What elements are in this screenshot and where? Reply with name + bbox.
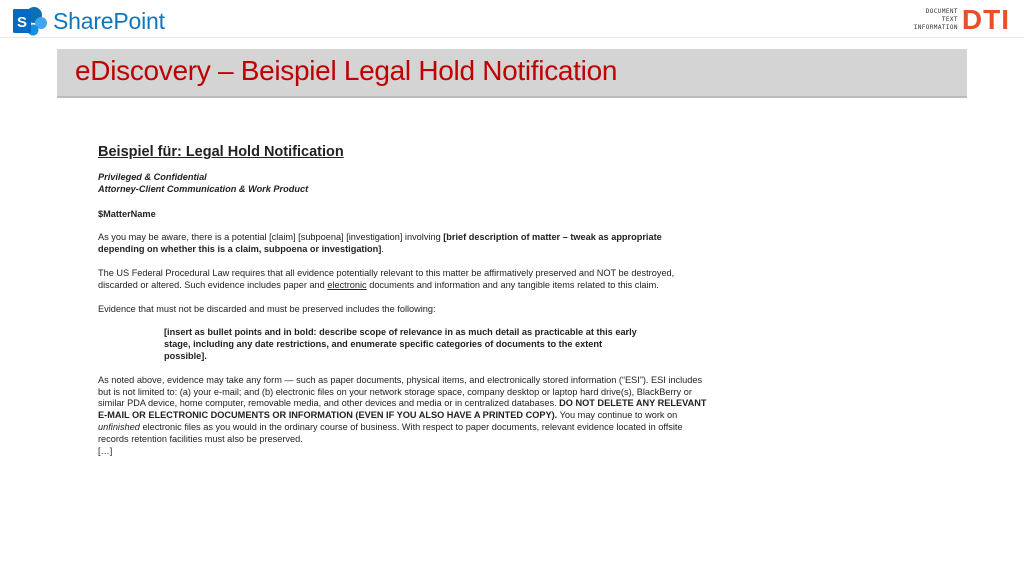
document-heading: Beispiel für: Legal Hold Notification [98, 144, 344, 160]
dti-word-text: TEXT [941, 16, 958, 23]
para4-a: As noted above, evidence may take any form — such as paper documents, physical items, and electronically stored information (“ESI”). ESI includes but is not limited to: (a) your e-mail; and (b) electronic files on your network storage space, company desktop or laptop hard drive(s), BlackBerry or similar PDA device, home computer, removable media, and other devices and media or in centralized databases. [98, 374, 703, 409]
dti-word-information: INFORMATION [913, 24, 958, 31]
dti-word-document: DOCUMENT [925, 8, 958, 15]
paragraph-evidence: Evidence that must not be discarded and must be preserved includes the following: [98, 303, 436, 314]
para1-text: As you may be aware, there is a potential [claim] [subpoena] [investigation] involving [98, 232, 444, 243]
slide-title: eDiscovery – Beispiel Legal Hold Notification [75, 55, 618, 86]
para1-end: . [381, 244, 384, 255]
para4-italic: unfinished [98, 421, 140, 432]
paragraph-esi [98, 375, 708, 458]
matter-name: $MatterName [98, 208, 156, 219]
legal-hold-document [98, 142, 708, 457]
para4-bold: DO NOT DELETE ANY RELEVANT E-MAIL OR ELECTRONIC DOCUMENTS OR INFORMATION (EVEN IF YOU ALSO HAVE A PRINTED COPY). [98, 398, 707, 421]
para4-b: You may continue to work on [557, 410, 678, 421]
sharepoint-icon [13, 6, 47, 36]
para2-a: The US Federal Procedural Law requires that all evidence potentially relevant to this matter be affirmatively preserved and NOT be destroyed, discarded or altered. Such evidence includes paper and [98, 267, 675, 290]
dti-words [914, 8, 958, 32]
privileged-line-1: Privileged & Confidential [98, 172, 207, 182]
dti-mark: DTI [961, 4, 1010, 35]
privileged-line-2: Attorney-Client Communication & Work Product [98, 183, 309, 194]
dti-logo [914, 6, 1010, 34]
paragraph-potential-claim [98, 232, 708, 256]
slide-title-bar [57, 49, 967, 98]
para2-b: documents and information and any tangible items related to this claim. [366, 279, 659, 290]
para4-c: electronic files as you would in the ordinary course of business. With respect to paper documents, relevant evidence located in offsite records retention facilities must also be preserved. [98, 421, 683, 444]
para1-bold: [brief description of matter – tweak as appropriate depending on whether this is a claim, subpoena or investigation] [98, 232, 662, 255]
sharepoint-logo [13, 6, 165, 36]
ellipsis: […] [98, 445, 113, 456]
header-divider [0, 37, 1024, 38]
sharepoint-icon-letter: S [16, 14, 28, 31]
insert-block: [insert as bullet points and in bold: describe scope of relevance in as much detail as practicable at this early stage, including any date restrictions, and enumerate specific categories of documents to the extent possible]. [164, 327, 637, 361]
sharepoint-wordmark: SharePoint [53, 7, 165, 34]
para2-underline: electronic [327, 279, 367, 290]
paragraph-federal-law [98, 268, 708, 292]
